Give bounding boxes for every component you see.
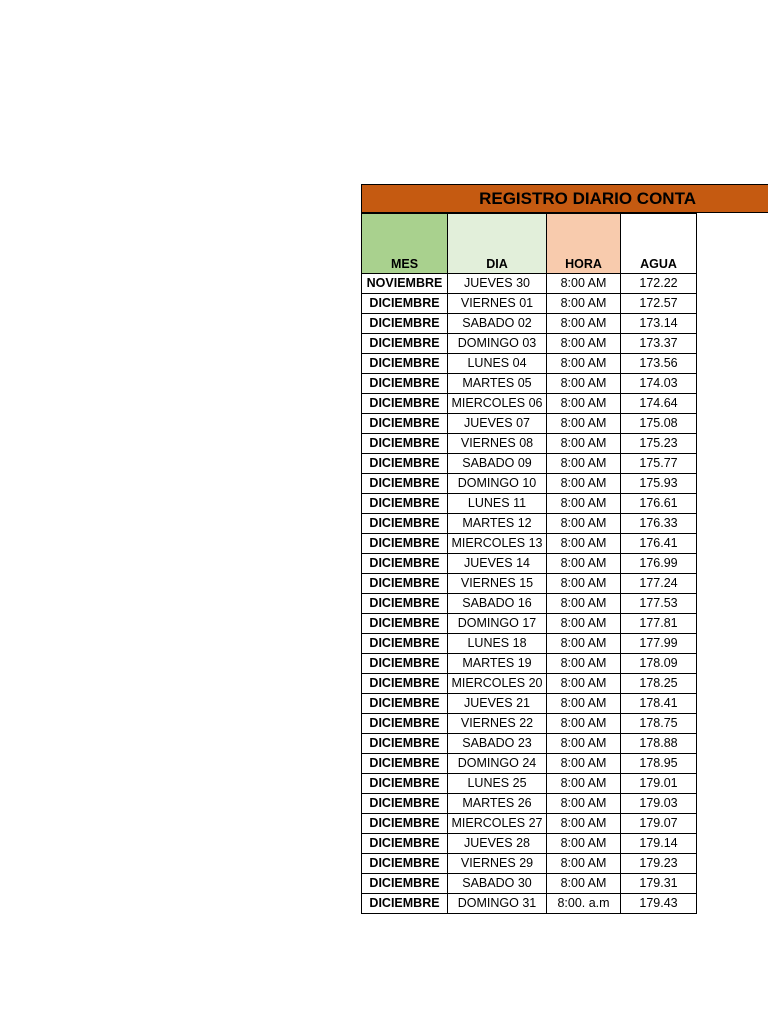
cell-agua[interactable]: 179.31: [621, 874, 697, 894]
cell-agua[interactable]: 179.07: [621, 814, 697, 834]
cell-mes[interactable]: DICIEMBRE: [362, 334, 448, 354]
table-row: [362, 714, 697, 734]
cell-agua[interactable]: 178.25: [621, 674, 697, 694]
cell-dia[interactable]: SABADO 09: [448, 454, 547, 474]
cell-mes[interactable]: DICIEMBRE: [362, 794, 448, 814]
table-row: [362, 354, 697, 374]
cell-agua[interactable]: 177.99: [621, 634, 697, 654]
title-bar: [361, 184, 768, 213]
cell-mes[interactable]: DICIEMBRE: [362, 434, 448, 454]
cell-mes[interactable]: DICIEMBRE: [362, 374, 448, 394]
table-row: [362, 494, 697, 514]
cell-hora[interactable]: 8:00 AM: [547, 814, 621, 834]
cell-hora[interactable]: 8:00 AM: [547, 774, 621, 794]
cell-agua[interactable]: 179.23: [621, 854, 697, 874]
cell-hora[interactable]: 8:00 AM: [547, 314, 621, 334]
cell-mes[interactable]: DICIEMBRE: [362, 814, 448, 834]
cell-mes[interactable]: DICIEMBRE: [362, 874, 448, 894]
cell-dia[interactable]: MARTES 19: [448, 654, 547, 674]
table-row: [362, 274, 697, 294]
cell-mes[interactable]: DICIEMBRE: [362, 634, 448, 654]
cell-agua[interactable]: 179.43: [621, 894, 697, 914]
table-row: [362, 294, 697, 314]
cell-dia[interactable]: LUNES 04: [448, 354, 547, 374]
cell-agua[interactable]: 176.33: [621, 514, 697, 534]
column-header-agua: AGUA: [621, 214, 697, 274]
table-row: [362, 474, 697, 494]
cell-mes[interactable]: DICIEMBRE: [362, 754, 448, 774]
cell-agua[interactable]: 179.14: [621, 834, 697, 854]
cell-hora[interactable]: 8:00 AM: [547, 514, 621, 534]
cell-hora[interactable]: 8:00 AM: [547, 574, 621, 594]
cell-agua[interactable]: 175.77: [621, 454, 697, 474]
table-row: [362, 314, 697, 334]
cell-dia[interactable]: VIERNES 08: [448, 434, 547, 454]
cell-mes[interactable]: NOVIEMBRE: [362, 274, 448, 294]
column-header-hora: HORA: [547, 214, 621, 274]
cell-dia[interactable]: VIERNES 22: [448, 714, 547, 734]
cell-dia[interactable]: VIERNES 29: [448, 854, 547, 874]
cell-dia[interactable]: SABADO 23: [448, 734, 547, 754]
header-row: [362, 214, 697, 274]
cell-mes[interactable]: DICIEMBRE: [362, 494, 448, 514]
cell-agua[interactable]: 179.01: [621, 774, 697, 794]
cell-hora[interactable]: 8:00 AM: [547, 874, 621, 894]
cell-dia[interactable]: JUEVES 28: [448, 834, 547, 854]
cell-hora[interactable]: 8:00 AM: [547, 434, 621, 454]
cell-mes[interactable]: DICIEMBRE: [362, 714, 448, 734]
cell-hora[interactable]: 8:00 AM: [547, 594, 621, 614]
table-row: [362, 554, 697, 574]
cell-mes[interactable]: DICIEMBRE: [362, 474, 448, 494]
cell-mes[interactable]: DICIEMBRE: [362, 414, 448, 434]
table-row: [362, 674, 697, 694]
cell-dia[interactable]: DOMINGO 17: [448, 614, 547, 634]
cell-mes[interactable]: DICIEMBRE: [362, 614, 448, 634]
cell-mes[interactable]: DICIEMBRE: [362, 834, 448, 854]
table-row: [362, 774, 697, 794]
cell-agua[interactable]: 175.93: [621, 474, 697, 494]
table-row: [362, 834, 697, 854]
cell-dia[interactable]: SABADO 16: [448, 594, 547, 614]
table-row: [362, 574, 697, 594]
cell-dia[interactable]: LUNES 11: [448, 494, 547, 514]
cell-agua[interactable]: 178.41: [621, 694, 697, 714]
cell-mes[interactable]: DICIEMBRE: [362, 734, 448, 754]
table-row: [362, 814, 697, 834]
cell-dia[interactable]: MIERCOLES 27: [448, 814, 547, 834]
cell-agua[interactable]: 178.75: [621, 714, 697, 734]
cell-mes[interactable]: DICIEMBRE: [362, 394, 448, 414]
cell-dia[interactable]: MIERCOLES 13: [448, 534, 547, 554]
cell-agua[interactable]: 173.37: [621, 334, 697, 354]
cell-dia[interactable]: SABADO 02: [448, 314, 547, 334]
table-row: [362, 374, 697, 394]
cell-hora[interactable]: 8:00 AM: [547, 294, 621, 314]
table-row: [362, 334, 697, 354]
cell-agua[interactable]: 174.03: [621, 374, 697, 394]
cell-dia[interactable]: VIERNES 01: [448, 294, 547, 314]
cell-hora[interactable]: 8:00 AM: [547, 734, 621, 754]
cell-hora[interactable]: 8:00 AM: [547, 394, 621, 414]
cell-dia[interactable]: JUEVES 14: [448, 554, 547, 574]
table-row: [362, 514, 697, 534]
table-row: [362, 594, 697, 614]
cell-mes[interactable]: DICIEMBRE: [362, 654, 448, 674]
cell-agua[interactable]: 178.95: [621, 754, 697, 774]
cell-dia[interactable]: LUNES 18: [448, 634, 547, 654]
cell-agua[interactable]: 177.81: [621, 614, 697, 634]
cell-mes[interactable]: DICIEMBRE: [362, 894, 448, 914]
cell-mes[interactable]: DICIEMBRE: [362, 314, 448, 334]
cell-hora[interactable]: 8:00 AM: [547, 614, 621, 634]
cell-agua[interactable]: 172.57: [621, 294, 697, 314]
cell-mes[interactable]: DICIEMBRE: [362, 454, 448, 474]
cell-mes[interactable]: DICIEMBRE: [362, 294, 448, 314]
table-row: [362, 414, 697, 434]
table-row: [362, 794, 697, 814]
cell-dia[interactable]: SABADO 30: [448, 874, 547, 894]
cell-mes[interactable]: DICIEMBRE: [362, 554, 448, 574]
cell-hora[interactable]: 8:00 AM: [547, 654, 621, 674]
cell-dia[interactable]: MARTES 12: [448, 514, 547, 534]
cell-hora[interactable]: 8:00 AM: [547, 374, 621, 394]
cell-hora[interactable]: 8:00 AM: [547, 334, 621, 354]
cell-dia[interactable]: DOMINGO 03: [448, 334, 547, 354]
cell-dia[interactable]: JUEVES 21: [448, 694, 547, 714]
cell-hora[interactable]: 8:00 AM: [547, 794, 621, 814]
table-row: [362, 634, 697, 654]
table-row: [362, 394, 697, 414]
cell-agua[interactable]: 178.09: [621, 654, 697, 674]
cell-dia[interactable]: MIERCOLES 20: [448, 674, 547, 694]
table-row: [362, 614, 697, 634]
cell-hora[interactable]: 8:00 AM: [547, 354, 621, 374]
cell-dia[interactable]: DOMINGO 24: [448, 754, 547, 774]
table-row: [362, 694, 697, 714]
cell-agua[interactable]: 173.14: [621, 314, 697, 334]
spreadsheet-region: [361, 184, 768, 914]
cell-hora[interactable]: 8:00 AM: [547, 274, 621, 294]
cell-dia[interactable]: JUEVES 30: [448, 274, 547, 294]
table-row: [362, 654, 697, 674]
cell-agua[interactable]: 176.61: [621, 494, 697, 514]
column-header-mes: MES: [362, 214, 448, 274]
cell-agua[interactable]: 176.41: [621, 534, 697, 554]
cell-hora[interactable]: 8:00 AM: [547, 834, 621, 854]
cell-dia[interactable]: VIERNES 15: [448, 574, 547, 594]
cell-dia[interactable]: MARTES 05: [448, 374, 547, 394]
cell-mes[interactable]: DICIEMBRE: [362, 354, 448, 374]
cell-hora[interactable]: 8:00 AM: [547, 694, 621, 714]
sheet-title: REGISTRO DIARIO CONTA: [479, 189, 696, 208]
cell-dia[interactable]: MARTES 26: [448, 794, 547, 814]
cell-hora[interactable]: 8:00 AM: [547, 494, 621, 514]
cell-agua[interactable]: 178.88: [621, 734, 697, 754]
cell-hora[interactable]: 8:00 AM: [547, 414, 621, 434]
table-row: [362, 534, 697, 554]
cell-dia[interactable]: LUNES 25: [448, 774, 547, 794]
cell-agua[interactable]: 174.64: [621, 394, 697, 414]
column-header-dia: DIA: [448, 214, 547, 274]
cell-dia[interactable]: DOMINGO 10: [448, 474, 547, 494]
cell-hora[interactable]: 8:00 AM: [547, 674, 621, 694]
cell-mes[interactable]: DICIEMBRE: [362, 574, 448, 594]
cell-hora[interactable]: 8:00 AM: [547, 474, 621, 494]
cell-mes[interactable]: DICIEMBRE: [362, 674, 448, 694]
cell-agua[interactable]: 175.23: [621, 434, 697, 454]
data-table: [361, 213, 697, 914]
cell-mes[interactable]: DICIEMBRE: [362, 854, 448, 874]
cell-hora[interactable]: 8:00 AM: [547, 634, 621, 654]
cell-dia[interactable]: DOMINGO 31: [448, 894, 547, 914]
cell-mes[interactable]: DICIEMBRE: [362, 594, 448, 614]
cell-dia[interactable]: JUEVES 07: [448, 414, 547, 434]
table-row: [362, 874, 697, 894]
cell-hora[interactable]: 8:00 AM: [547, 754, 621, 774]
cell-hora[interactable]: 8:00 AM: [547, 714, 621, 734]
table-row: [362, 854, 697, 874]
cell-agua[interactable]: 179.03: [621, 794, 697, 814]
cell-agua[interactable]: 172.22: [621, 274, 697, 294]
cell-mes[interactable]: DICIEMBRE: [362, 694, 448, 714]
cell-agua[interactable]: 177.24: [621, 574, 697, 594]
table-row: [362, 734, 697, 754]
cell-hora[interactable]: 8:00 AM: [547, 534, 621, 554]
cell-mes[interactable]: DICIEMBRE: [362, 534, 448, 554]
cell-mes[interactable]: DICIEMBRE: [362, 514, 448, 534]
cell-hora[interactable]: 8:00. a.m: [547, 894, 621, 914]
cell-hora[interactable]: 8:00 AM: [547, 554, 621, 574]
cell-agua[interactable]: 173.56: [621, 354, 697, 374]
table-row: [362, 434, 697, 454]
table-row: [362, 754, 697, 774]
cell-hora[interactable]: 8:00 AM: [547, 454, 621, 474]
cell-agua[interactable]: 177.53: [621, 594, 697, 614]
cell-dia[interactable]: MIERCOLES 06: [448, 394, 547, 414]
cell-mes[interactable]: DICIEMBRE: [362, 774, 448, 794]
cell-hora[interactable]: 8:00 AM: [547, 854, 621, 874]
cell-agua[interactable]: 176.99: [621, 554, 697, 574]
cell-agua[interactable]: 175.08: [621, 414, 697, 434]
table-row: [362, 894, 697, 914]
table-row: [362, 454, 697, 474]
